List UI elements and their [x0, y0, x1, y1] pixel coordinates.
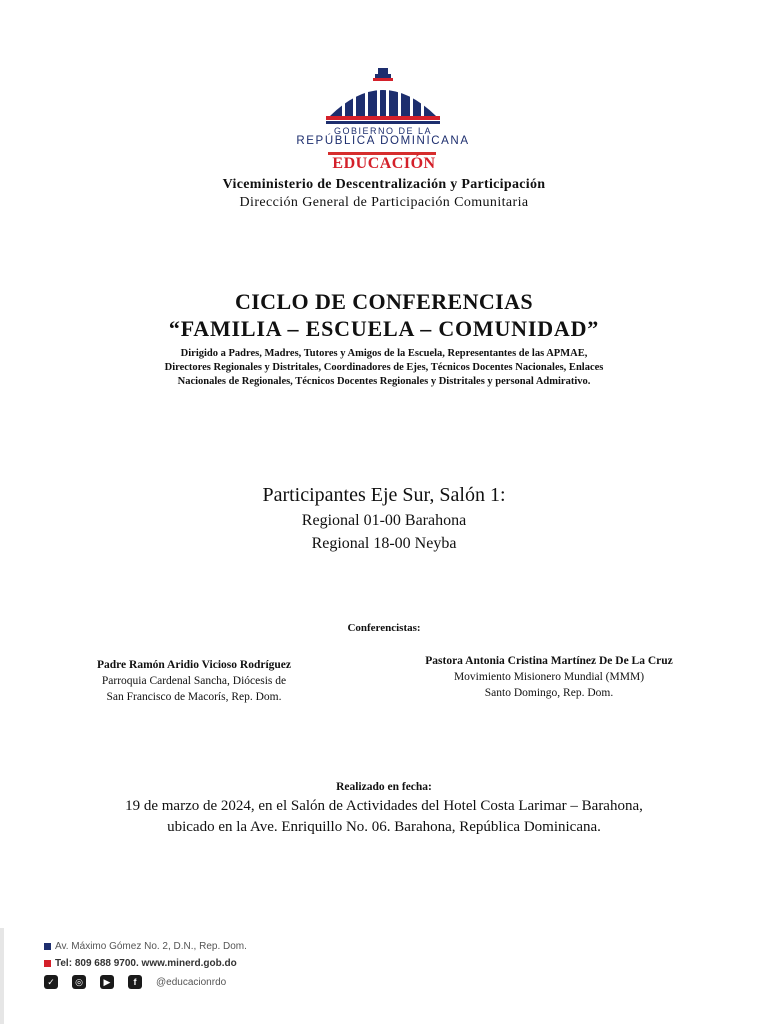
logo-educacion: EDUCACIÓN: [332, 155, 436, 172]
direccion-heading: Dirección General de Participación Comunitaria: [239, 195, 529, 210]
facebook-icon[interactable]: f: [128, 975, 142, 989]
speaker-name: Padre Ramón Aridio Vicioso Rodríguez: [96, 659, 291, 671]
phone-bullet-icon: [44, 960, 51, 967]
address-bullet-icon: [44, 943, 51, 950]
speaker-location: San Francisco de Macorís, Rep. Dom.: [106, 691, 282, 703]
social-handle[interactable]: @educacionrdo: [156, 976, 227, 988]
document-subtitle: “FAMILIA – ESCUELA – COMUNIDAD”: [168, 316, 600, 341]
audience-line: Nacionales de Regionales, Técnicos Docentes Regionales y Distritales y personal Admirativo.: [177, 376, 591, 387]
twitter-icon[interactable]: ✓: [44, 975, 58, 989]
date-address-line: ubicado en la Ave. Enriquillo No. 06. Barahona, República Dominicana.: [167, 819, 601, 835]
participants-title: Participantes Eje Sur, Salón 1:: [262, 484, 506, 506]
logo-line1: GOBIERNO DE LA: [333, 126, 433, 136]
document-title: CICLO DE CONFERENCIAS: [234, 289, 534, 314]
regional-item: Regional 18-00 Neyba: [311, 535, 457, 552]
date-label: Realizado en fecha:: [336, 781, 432, 793]
footer-address: Av. Máximo Gómez No. 2, D.N., Rep. Dom.: [55, 940, 247, 952]
regional-item: Regional 01-00 Barahona: [301, 512, 467, 529]
speakers-label: Conferencistas:: [347, 622, 421, 634]
footer-edge: [0, 928, 4, 1024]
youtube-icon[interactable]: ▶: [100, 975, 114, 989]
audience-line: Dirigido a Padres, Madres, Tutores y Amigos de la Escuela, Representantes de las APMAE,: [180, 348, 588, 359]
speaker-right: [396, 653, 702, 701]
speaker-name: Pastora Antonia Cristina Martínez De De La Cruz: [425, 655, 673, 667]
instagram-icon[interactable]: ◎: [72, 975, 86, 989]
speaker-location: Santo Domingo, Rep. Dom.: [484, 687, 614, 699]
speaker-affiliation: Movimiento Misionero Mundial (MMM): [453, 671, 645, 683]
speaker-left: [56, 657, 332, 705]
social-links: [44, 975, 247, 989]
audience-line: Directores Regionales y Distritales, Coordinadores de Ejes, Técnicos Docentes Nacionales, Enlaces: [164, 362, 604, 373]
footer: [44, 938, 247, 989]
speaker-affiliation: Parroquia Cardenal Sancha, Diócesis de: [101, 675, 287, 687]
date-venue-line: 19 de marzo de 2024, en el Salón de Actividades del Hotel Costa Larimar – Barahona,: [125, 798, 643, 814]
viceministerio-heading: Viceministerio de Descentralización y Participación: [222, 177, 546, 192]
logo-line2: REPÚBLICA DOMINICANA: [296, 135, 470, 147]
footer-phone-web[interactable]: Tel: 809 688 9700. www.minerd.gob.do: [55, 957, 237, 969]
audience-description: [0, 347, 768, 389]
